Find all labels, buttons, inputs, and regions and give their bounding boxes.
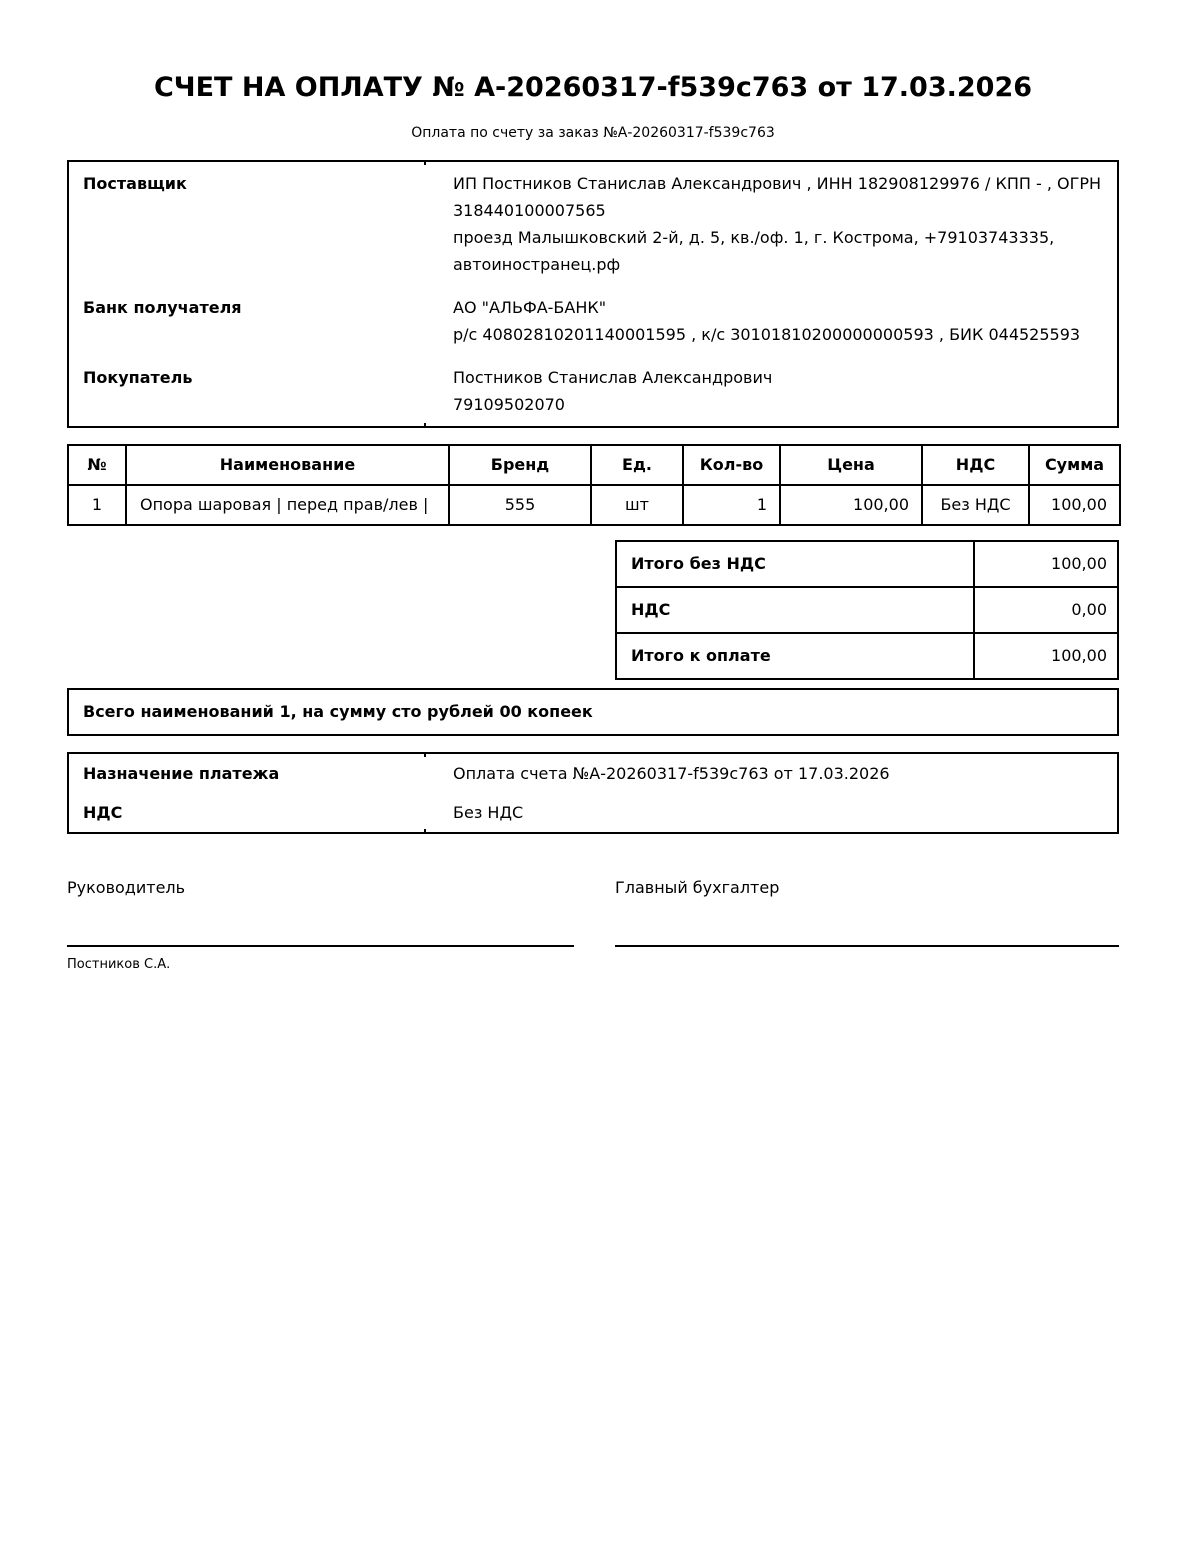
signature-role-accountant: Главный бухгалтер	[615, 878, 780, 897]
payment-vat-label: НДС	[83, 803, 123, 822]
signature-block-director	[67, 878, 574, 973]
buyer-line: Постников Станислав Александрович	[453, 368, 773, 387]
payment-vat-row	[68, 793, 1118, 833]
invoice-title: СЧЕТ НА ОПЛАТУ № А-20260317-f539c763 от 17.03.2026	[153, 72, 1033, 103]
item-number: 1	[68, 485, 126, 525]
bank-label: Банк получателя	[83, 298, 242, 317]
item-unit: шт	[591, 485, 683, 525]
total-row-vat	[616, 587, 1118, 633]
payment-purpose-value	[441, 753, 1118, 793]
buyer-row	[68, 356, 1118, 427]
supplier-line: ИП Постников Станислав Александрович , ИНН 182908129976 / КПП - , ОГРН	[453, 174, 1102, 193]
total-value: 100,00	[974, 633, 1118, 679]
total-row-subtotal	[616, 541, 1118, 587]
parties-table	[67, 160, 1119, 428]
invoice-document	[67, 70, 1119, 973]
column-header-name: Наименование	[126, 445, 449, 485]
signature-line-director	[67, 945, 574, 947]
column-header-vat: НДС	[922, 445, 1029, 485]
invoice-subtitle: Оплата по счету за заказ №А-20260317-f539c763	[411, 125, 775, 141]
signature-block-accountant	[615, 878, 1119, 973]
column-header-brand: Бренд	[449, 445, 591, 485]
supplier-label: Поставщик	[83, 174, 187, 193]
payment-vat-text: Без НДС	[453, 803, 524, 822]
totals-table	[615, 540, 1119, 680]
buyer-line: 79109502070	[453, 395, 565, 414]
bank-line: АО "АЛЬФА-БАНК"	[453, 298, 607, 317]
column-header-number: №	[68, 445, 126, 485]
payment-purpose-row	[68, 753, 1118, 793]
payment-section	[67, 752, 1119, 834]
parties-section	[67, 160, 1119, 428]
payment-table	[67, 752, 1119, 834]
payment-purpose-text: Оплата счета №А-20260317-f539c763 от 17.03.2026	[453, 764, 890, 783]
item-qty: 1	[683, 485, 780, 525]
column-header-qty: Кол-во	[683, 445, 780, 485]
item-vat: Без НДС	[922, 485, 1029, 525]
column-divider-tick	[424, 160, 426, 165]
items-table	[67, 444, 1121, 526]
summary-text: Всего наименований 1, на сумму сто рублей 00 копеек	[83, 702, 593, 721]
supplier-line: проезд Малышковский 2-й, д. 5, кв./оф. 1, г. Кострома, +79103743335,	[453, 228, 1055, 247]
signature-line-accountant	[615, 945, 1119, 947]
total-label: Итого к оплате	[616, 633, 974, 679]
supplier-line: 318440100007565	[453, 201, 606, 220]
column-header-sum: Сумма	[1029, 445, 1120, 485]
total-label: НДС	[616, 587, 974, 633]
total-label: Итого без НДС	[616, 541, 974, 587]
total-value: 100,00	[974, 541, 1118, 587]
item-row	[68, 485, 1120, 525]
item-price: 100,00	[780, 485, 922, 525]
payment-purpose-label: Назначение платежа	[83, 764, 280, 783]
item-name: Опора шаровая | перед прав/лев |	[126, 485, 449, 525]
items-header-row	[68, 445, 1120, 485]
bank-row	[68, 286, 1118, 356]
bank-value	[441, 286, 1118, 356]
payment-vat-value	[441, 793, 1118, 833]
signer-name: Постников С.А.	[67, 957, 171, 972]
item-sum: 100,00	[1029, 485, 1120, 525]
bank-line: р/с 40802810201140001595 , к/с 30101810200000000593 , БИК 044525593	[453, 325, 1081, 344]
total-row-grand	[616, 633, 1118, 679]
column-divider-tick	[424, 423, 426, 428]
column-header-price: Цена	[780, 445, 922, 485]
total-value: 0,00	[974, 587, 1118, 633]
buyer-label: Покупатель	[83, 368, 193, 387]
column-divider-tick	[424, 829, 426, 834]
column-divider-tick	[424, 752, 426, 757]
supplier-row	[68, 161, 1118, 286]
buyer-value	[441, 356, 1118, 427]
column-header-unit: Ед.	[591, 445, 683, 485]
signature-role-director: Руководитель	[67, 878, 186, 897]
item-brand: 555	[449, 485, 591, 525]
supplier-line: автоиностранец.рф	[453, 255, 621, 274]
signatures-section	[67, 878, 1119, 973]
supplier-value	[441, 161, 1118, 286]
summary-box	[67, 688, 1119, 736]
